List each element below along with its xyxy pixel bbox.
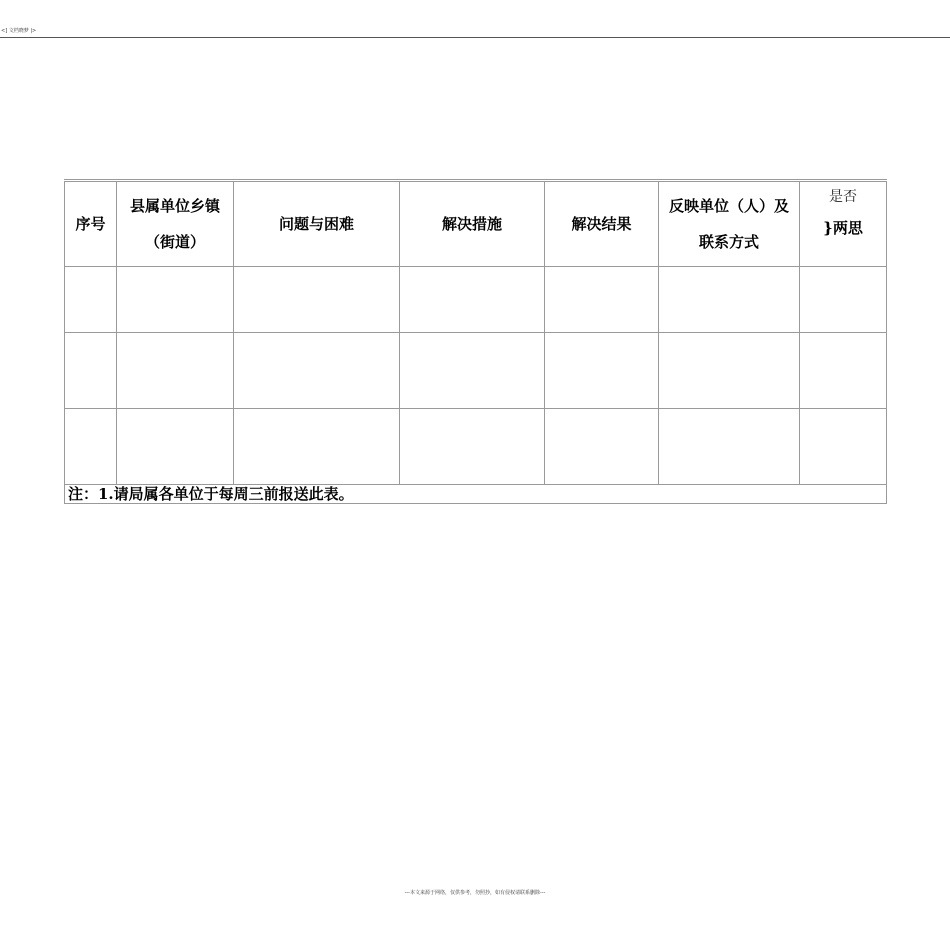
- table-cell: [65, 333, 117, 409]
- col-header-measures: [400, 181, 545, 267]
- table-cell: [545, 409, 659, 485]
- table-cell: [65, 267, 117, 333]
- table-row: [65, 267, 887, 333]
- table-row: [65, 333, 887, 409]
- col-header-problem-label: 问题与困难: [278, 215, 354, 233]
- col-header-status-line2: }两思: [823, 219, 863, 237]
- col-header-reporter-line2: 联系方式: [698, 233, 759, 251]
- table-cell: [659, 267, 800, 333]
- table-note-row: [65, 485, 887, 504]
- report-table: [64, 179, 887, 504]
- table-cell: [117, 333, 234, 409]
- col-header-reporter: [659, 181, 800, 267]
- table-cell: [234, 409, 400, 485]
- col-header-index: [65, 181, 117, 267]
- table-cell: [659, 409, 800, 485]
- col-header-measures-label: 解决措施: [441, 215, 502, 233]
- table-cell: [545, 267, 659, 333]
- table-cell: [400, 333, 545, 409]
- col-header-unit-line2: （街道）: [144, 233, 205, 251]
- page-footer: ---本文来源于网络，仅供参考，勿照抄，如有侵权请联系删除---: [404, 890, 546, 896]
- table-note: 注：1.请局属各单位于每周三前报送此表。: [65, 485, 887, 504]
- col-header-reporter-line1: 反映单位（人）及: [668, 197, 789, 215]
- col-header-result: [545, 181, 659, 267]
- col-header-result-label: 解决结果: [571, 215, 632, 233]
- col-header-index-label: 序号: [75, 215, 106, 233]
- table-cell: [545, 333, 659, 409]
- table-cell: [659, 333, 800, 409]
- table-cell: [234, 267, 400, 333]
- col-header-status-line1: 是否: [829, 189, 857, 205]
- table-cell: [800, 267, 887, 333]
- table-cell: [400, 267, 545, 333]
- table-cell: [117, 409, 234, 485]
- col-header-unit-line1: 县属单位乡镇: [129, 197, 220, 215]
- table-cell: [400, 409, 545, 485]
- table-cell: [234, 333, 400, 409]
- table-cell: [65, 409, 117, 485]
- table-row: [65, 409, 887, 485]
- table-cell: [800, 333, 887, 409]
- col-header-unit: [117, 181, 234, 267]
- page-header: [0, 26, 950, 38]
- table-cell: [800, 409, 887, 485]
- page-header-text: <] 文档晓梦 |>: [1, 28, 37, 34]
- table-header-row: [65, 181, 887, 267]
- table-cell: [117, 267, 234, 333]
- col-header-problem: [234, 181, 400, 267]
- col-header-status: [800, 181, 887, 267]
